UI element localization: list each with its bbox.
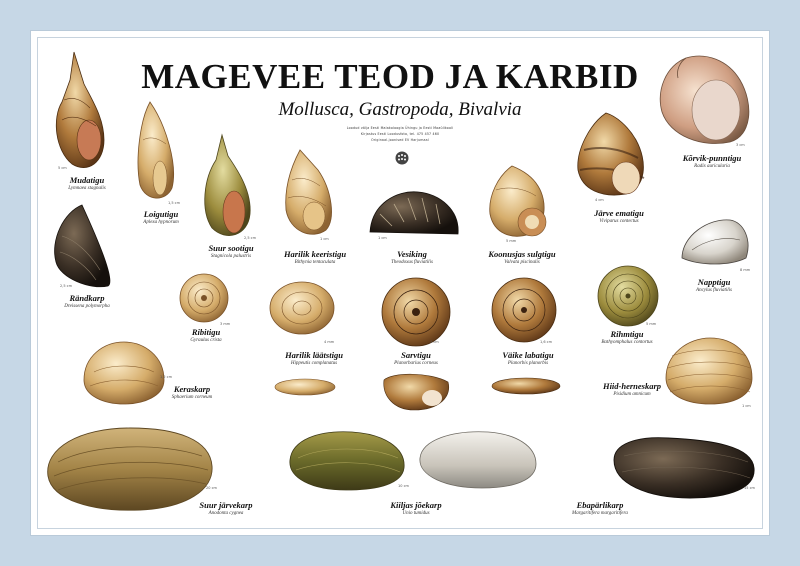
korvik-puntigu-shell: [660, 56, 749, 143]
species-latin: Sphaerium corneum: [171, 395, 213, 400]
harilik-laatstigu-shell: [270, 282, 335, 395]
species-latin: Stagnicola palustris: [210, 254, 252, 259]
species-name: Vesiking: [397, 249, 427, 259]
species-label-mudatigu: [22, 175, 152, 192]
species-latin: Bathyomphalus contortus: [601, 340, 653, 345]
size-note: 4 cm: [595, 198, 604, 202]
species-name: Keraskarp: [173, 384, 211, 394]
size-note: 3 cm: [736, 143, 745, 147]
species-latin: Pisidium amnicum: [613, 392, 651, 397]
species-latin: Hippeutis complanatus: [290, 361, 338, 366]
koonusjas-sulgtigu-shell: [490, 166, 546, 236]
species-latin: Lymnaea stagnalis: [68, 186, 106, 191]
harilik-keeristigu-shell: [286, 150, 332, 234]
species-latin: Unio tumidus: [402, 511, 430, 516]
species-label-napptigu: [649, 277, 779, 294]
species-latin: Valvata piscinalis: [504, 260, 540, 265]
species-name: Koonusjas sulgtigu: [488, 249, 556, 259]
size-note: 1 cm: [742, 404, 751, 408]
size-note: 8 mm: [740, 268, 751, 272]
species-name: Napptigu: [697, 277, 731, 287]
species-label-rihmtigu: [562, 329, 692, 346]
species-label-kiiljas-jokarp: [351, 500, 481, 517]
species-latin: Bithynia tentaculata: [294, 260, 336, 265]
species-latin: Radix auricularia: [694, 164, 730, 169]
species-name: Harilik läätstigu: [285, 350, 343, 360]
ribitigu-shell: [180, 274, 228, 322]
species-label-sarvtigu: [351, 350, 481, 367]
species-latin: Aplexa hypnorum: [143, 220, 179, 225]
species-latin: Anodonta cygnea: [208, 511, 244, 516]
species-name: Rihmtigu: [610, 329, 644, 339]
species-label-hiid-herneskarp: [567, 381, 697, 398]
sarvtigu-shell: [382, 278, 450, 410]
size-note: 5 cm: [58, 166, 67, 170]
publisher-logo-icon: [395, 151, 409, 165]
credit-line: Loodud välja Eesti Malakoloogia Ühingu ja Eesti Maaülikooli: [346, 126, 454, 130]
jarve-ematigu-shell: [578, 113, 644, 195]
species-latin: Gyraulus crista: [190, 338, 222, 343]
suur-jarvekarp-shell: [48, 428, 212, 510]
species-latin: Ancylus fluviatilis: [696, 288, 732, 293]
size-note: 20 cm: [206, 486, 217, 490]
size-note: 5 mm: [506, 239, 517, 243]
size-note: 1,5 cm: [168, 201, 181, 205]
species-name: Väike labatigu: [502, 350, 554, 360]
rihmtigu-shell: [598, 266, 658, 326]
poster-title: MAGEVEE TEOD JA KARBID: [141, 57, 639, 96]
species-name: Suur sootigu: [208, 243, 254, 253]
credit-line: Kirjastus Eesti Loodusfoto, tel. 475 457 460: [360, 132, 440, 136]
species-label-suur-jarvekarp: [161, 500, 291, 517]
size-note: 1,2 cm: [160, 375, 173, 379]
size-note: 3 cm: [430, 340, 439, 344]
species-label-loigutigu: [96, 209, 226, 226]
poster-subtitle: Mollusca, Gastropoda, Bivalvia: [278, 99, 522, 120]
species-latin: Planorbarius corneus: [394, 361, 438, 366]
species-name: Sarvtigu: [401, 350, 431, 360]
species-label-ebaparlikarp: [535, 500, 665, 517]
size-note: 5 mm: [646, 322, 657, 326]
size-note: 1,6 cm: [540, 340, 553, 344]
size-note: 4 mm: [324, 340, 335, 344]
species-label-randkarp: [22, 293, 152, 310]
species-label-keraskarp: [127, 384, 257, 401]
mudatigu-shell: [56, 52, 104, 168]
poster-credits: [290, 125, 510, 143]
species-latin: Theodoxus fluviatilis: [391, 260, 433, 265]
species-latin: Dreissena polymorpha: [64, 304, 110, 309]
species-name: Ebapärlikarp: [576, 500, 624, 510]
size-note: 1 cm: [320, 237, 329, 241]
size-note: 2,5 cm: [244, 236, 257, 240]
species-label-ribitigu: [141, 327, 271, 344]
size-note: 15 cm: [744, 486, 755, 490]
species-name: Mudatigu: [69, 175, 105, 185]
napptigu-shell: [682, 220, 748, 264]
species-label-koonusjas-sulgtigu: [457, 249, 587, 266]
credit-line: Originaal-joonised EV Harjumaal: [371, 138, 429, 142]
species-name: Loigutigu: [143, 209, 179, 219]
kiiljas-jokarp-shell: [290, 432, 536, 490]
species-latin: Planorbis planorbis: [507, 361, 549, 366]
species-name: Rändkarp: [69, 293, 105, 303]
species-label-jarve-ematigu: [554, 208, 684, 225]
size-note: 10 cm: [398, 484, 409, 488]
species-label-korvik-puntigu: [647, 153, 777, 170]
size-note: 1 cm: [378, 236, 387, 240]
size-note: 2,5 cm: [60, 284, 73, 288]
species-name: Järve ematigu: [594, 208, 644, 218]
species-label-vaike-labatigu: [463, 350, 593, 367]
species-name: Suur järvekarp: [199, 500, 253, 510]
species-name: Harilik keeristigu: [283, 249, 347, 259]
vaike-labatigu-shell: [492, 278, 560, 394]
vesiking-shell: [370, 192, 458, 234]
species-latin: Viviparus contectus: [599, 219, 639, 224]
species-latin: Margaritifera margaritifera: [572, 511, 628, 516]
species-name: Ribitigu: [191, 327, 221, 337]
ebaparlikarp-shell: [614, 438, 754, 498]
species-name: Kiiljas jõekarp: [390, 500, 442, 510]
size-note: 3 mm: [220, 322, 231, 326]
species-name: Hiid-herneskarp: [602, 381, 662, 391]
species-name: Kõrvik-punntigu: [682, 153, 742, 163]
